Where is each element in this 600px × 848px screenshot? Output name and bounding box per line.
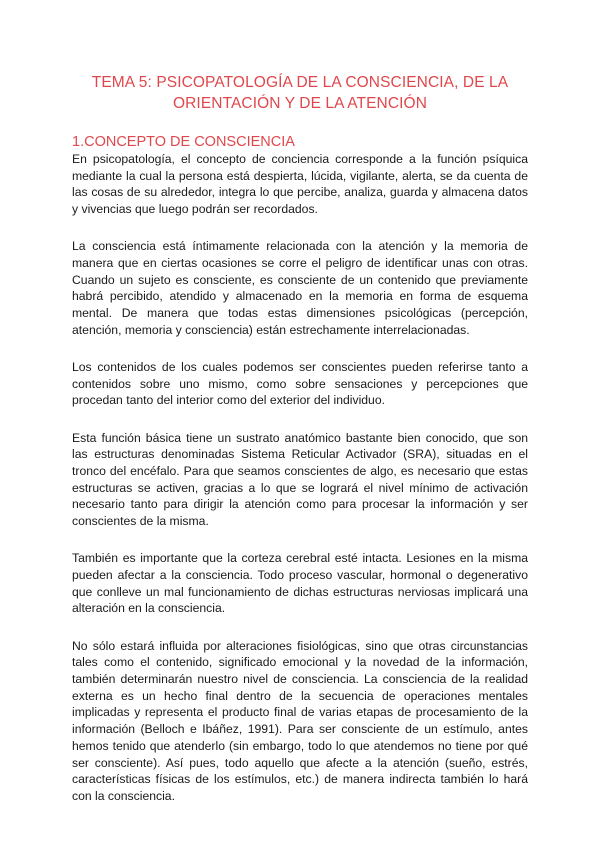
paragraph: La consciencia está íntimamente relacionada con la atención y la memoria de manera que en ciertas ocasiones se corre el peligro de identificar unas con otras. Cuando un sujeto es consciente, es consciente de un contenido que previamente habrá percibido, atendido y almacenado en la memoria en forma de esquema mental. De manera que todas estas dimensiones psicológicas (percepción, atención, memoria y consciencia) están estrechamente interrelacionadas. bbox=[72, 239, 528, 337]
paragraph: No sólo estará influida por alteraciones fisiológicas, sino que otras circunstancias tales como el contenido, significado emocional y la novedad de la información, también determinarán nuestro nivel de consciencia. La consciencia de la realidad externa es un hecho final dentro de la secuencia de operaciones mentales implicadas y representa el producto final de varias etapas de procesamiento de la información (Belloch e Ibáñez, 1991). Para ser consciente de un estímulo, antes hemos tenido que atenderlo (sin embargo, todo lo que atendemos no tiene por qué ser consciente). Así pues, todo aquello que afecte a la atención (sueño, estrés, características físicas de los estímulos, etc.) de manera indirecta también lo hará con la consciencia. bbox=[72, 638, 528, 803]
paragraph: En psicopatología, el concepto de conciencia corresponde a la función psíquica mediante la cual la persona está despierta, lúcida, vigilante, alerta, se da cuenta de las cosas de su alrededor, integra lo que percibe, analiza, guarda y almacena datos y vivencias que luego podrán ser recordados. bbox=[72, 152, 528, 217]
paragraph: Los contenidos de los cuales podemos ser conscientes pueden referirse tanto a contenidos sobre uno mismo, como sobre sensaciones y percepciones que procedan tanto del interior como del exterior del individuo. bbox=[72, 360, 528, 408]
document-title: TEMA 5: PSICOPATOLOGÍA DE LA CONSCIENCIA, DE LA ORIENTACIÓN Y DE LA ATENCIÓN bbox=[91, 74, 509, 112]
paragraph: También es importante que la corteza cerebral esté intacta. Lesiones en la misma pueden afectar a la consciencia. Todo proceso vascular, hormonal o degenerativo que conlleve un mal funcionamiento de dichas estructuras nerviosas implicará una alteración en la consciencia. bbox=[72, 551, 528, 616]
paragraph: Esta función básica tiene un sustrato anatómico bastante bien conocido, que son las estructuras denominadas Sistema Reticular Activador (SRA), situadas en el tronco del encéfalo. Para que seamos conscientes de algo, es necesario que estas estructuras se activen, gracias a lo que se logrará el nivel mínimo de activación necesario tanto para dirigir la atención como para procesar la información y ser conscientes de la misma. bbox=[72, 430, 528, 529]
section-heading: 1.CONCEPTO DE CONSCIENCIA bbox=[72, 134, 295, 150]
